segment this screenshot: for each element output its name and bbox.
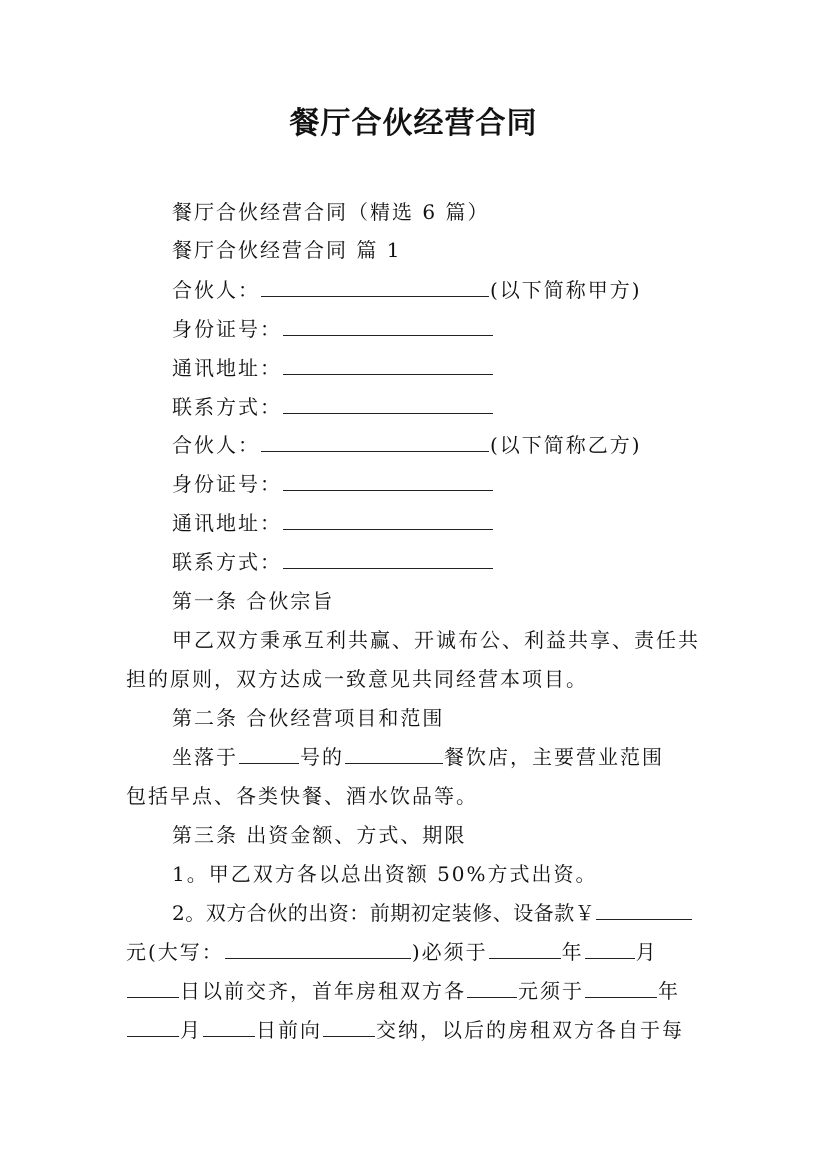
article-1-text-line-2: 担的原则，双方达成一致意见共同经营本项目。	[126, 667, 588, 691]
partner-b-label: 合伙人：	[172, 433, 260, 457]
id-b-label: 身份证号：	[172, 472, 282, 496]
rent-day-label: 日前向	[256, 1018, 322, 1042]
article-3-line-4	[126, 1016, 684, 1044]
rent-month-label: 月	[180, 1018, 202, 1042]
article-3-line-3	[126, 977, 680, 1005]
month-blank	[585, 938, 635, 959]
partner-b-line	[172, 431, 642, 459]
id-b-line	[172, 470, 494, 498]
article-2-title: 第二条 合伙经营项目和范围	[172, 706, 445, 730]
restaurant-scope-text: 餐饮店，主要营业范围	[444, 745, 664, 769]
rent-year-blank	[585, 977, 657, 998]
address-b-line	[172, 509, 494, 537]
id-a-label: 身份证号：	[172, 317, 282, 341]
amount-in-words-label: 元(大写：	[126, 940, 224, 964]
article-1-text-line-1: 甲乙双方秉承互利共赢、开诚布公、利益共享、责任共	[172, 628, 700, 652]
partner-b-blank	[261, 431, 489, 452]
partner-b-suffix: (以下简称乙方)	[490, 433, 642, 457]
rent-amount-blank	[467, 977, 517, 998]
partner-a-suffix: (以下简称甲方)	[490, 278, 642, 302]
article-3-line-2	[126, 938, 658, 966]
number-blank	[239, 743, 299, 764]
contact-b-line	[172, 548, 494, 576]
contact-b-label: 联系方式：	[172, 550, 282, 574]
location-label: 坐落于	[172, 745, 238, 769]
contact-a-blank	[283, 393, 493, 414]
address-a-label: 通讯地址：	[172, 356, 282, 380]
address-b-blank	[283, 509, 493, 530]
rent-year-label: 年	[658, 979, 680, 1003]
month-label: 月	[635, 940, 658, 964]
contact-a-line	[172, 393, 494, 421]
id-a-blank	[283, 315, 493, 336]
article-2-text-line-2: 包括早点、各类快餐、酒水饮品等。	[126, 784, 478, 808]
address-a-blank	[283, 354, 493, 375]
id-a-line	[172, 315, 494, 343]
rent-day-blank	[203, 1016, 255, 1037]
document-title: 餐厅合伙经营合同	[289, 106, 538, 141]
partner-a-line	[172, 276, 642, 304]
contact-a-label: 联系方式：	[172, 395, 282, 419]
article-3-title: 第三条 出资金额、方式、期限	[172, 823, 467, 847]
payee-blank	[323, 1016, 375, 1037]
partner-a-blank	[261, 276, 489, 297]
number-suffix: 号的	[300, 745, 344, 769]
contact-b-blank	[283, 548, 493, 569]
amount-blank	[596, 899, 692, 920]
restaurant-name-blank	[345, 743, 443, 764]
address-a-line	[172, 354, 494, 382]
rent-deadline-label: 元须于	[518, 979, 584, 1003]
subtitle: 餐厅合伙经营合同（精选 6 篇）	[172, 200, 490, 224]
rent-month-blank	[127, 1016, 179, 1037]
rent-payment-text: 交纳，以后的房租双方各自于每	[376, 1018, 684, 1042]
rent-text: 日以前交齐，首年房租双方各	[180, 979, 466, 1003]
section-heading: 餐厅合伙经营合同 篇 1	[172, 238, 402, 262]
year-label: 年	[561, 940, 584, 964]
id-b-blank	[283, 470, 493, 491]
amount-in-words-blank	[225, 938, 411, 959]
deadline-label: )必须于	[411, 940, 488, 964]
article-3-item-1: 1。甲乙双方各以总出资额 50%方式出资。	[172, 862, 598, 886]
article-1-title: 第一条 合伙宗旨	[172, 589, 335, 613]
article-3-item-2	[172, 899, 693, 927]
year-blank	[489, 938, 561, 959]
partner-a-label: 合伙人：	[172, 278, 260, 302]
article-2-text-line-1	[172, 743, 664, 771]
address-b-label: 通讯地址：	[172, 511, 282, 535]
day-blank	[127, 977, 179, 998]
investment-text: 2。双方合伙的出资：前期初定装修、设备款￥	[172, 901, 596, 925]
